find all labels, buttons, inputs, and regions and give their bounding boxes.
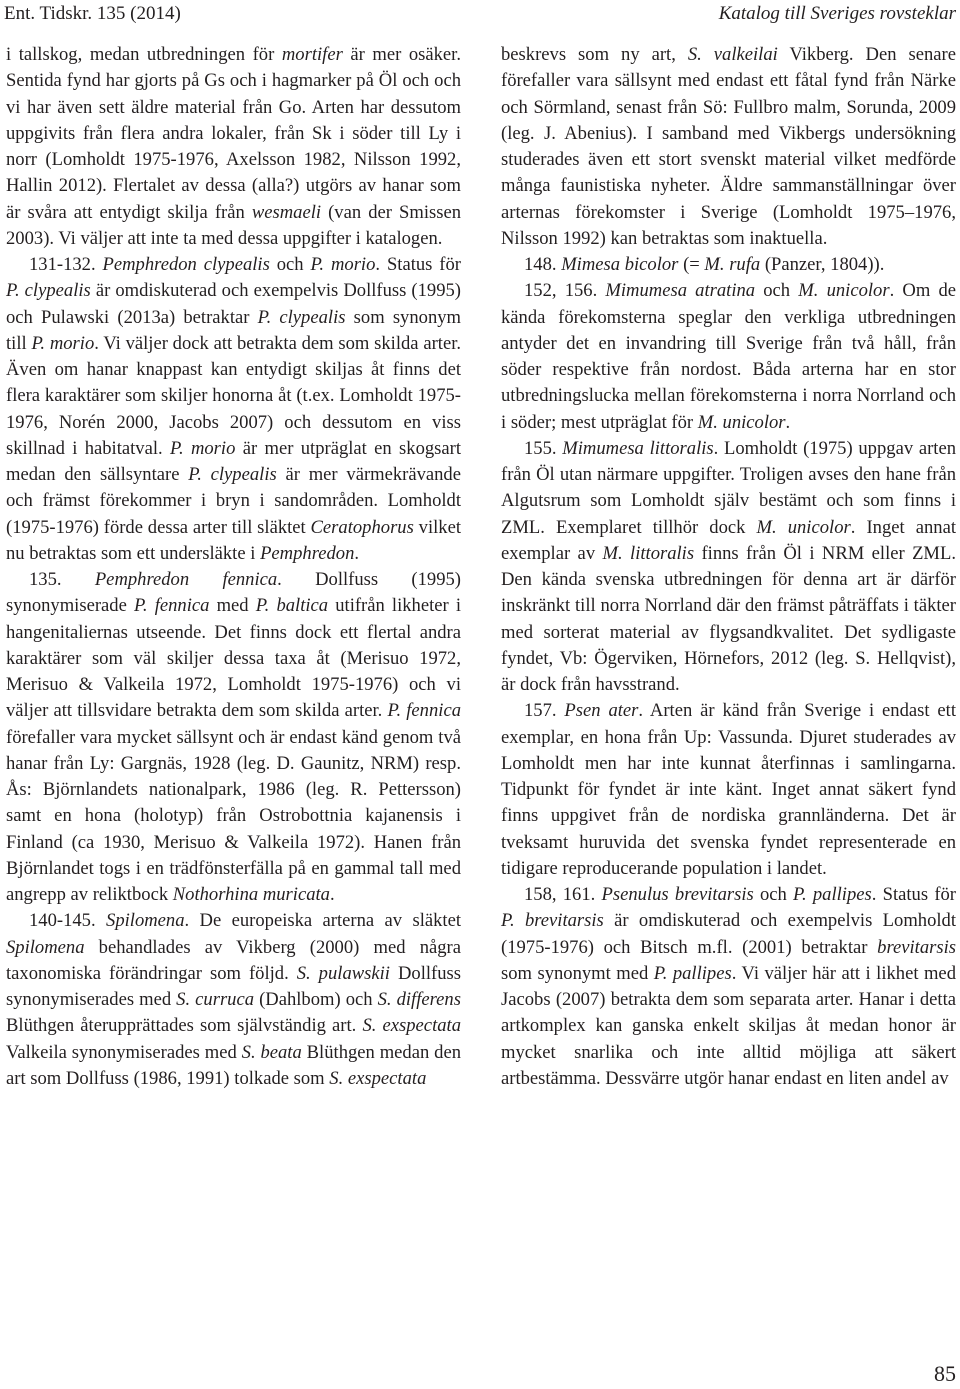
italic-taxon-text: mortifer	[281, 44, 343, 65]
text-run: . Status för	[871, 884, 956, 905]
italic-taxon-text: S. valkeilai	[687, 44, 778, 65]
italic-taxon-text: P. clypealis	[188, 464, 277, 485]
italic-taxon-text: Ceratophorus	[310, 516, 414, 538]
italic-taxon-text: S. pulawskii	[296, 962, 390, 984]
text-run: Dollfuss synonymiserades med	[6, 962, 461, 1010]
text-run: .	[329, 884, 335, 905]
text-run: beskrevs som ny art,	[501, 44, 688, 65]
text-run: vilket nu betraktas som ett undersläkte i	[6, 516, 461, 564]
paragraph	[6, 908, 461, 1092]
text-run: 152, 156.	[524, 280, 606, 302]
italic-taxon-text: P. morio	[170, 437, 236, 459]
paragraph	[501, 436, 956, 699]
text-run: .	[785, 411, 791, 433]
italic-taxon-text: P. baltica	[255, 595, 329, 617]
text-run: . Vi väljer dock att betrakta dem som skilda arter. Även om hanar knappast kan entydigt skiljas åt finns det flera karaktärer som skiljer honorna åt (t.ex. Lomholdt 1975-1976, Norén 2000, Jacobs 2007) och dessutom en viss skillnad i habitatval.	[6, 332, 462, 459]
italic-taxon-text: P. clypealis	[6, 280, 91, 302]
text-run: finns från Öl i NRM eller ZML. Den kända svenska utbredningen för denna art är därför inskränkt till norra Norrland där den främst påträffats i täkter med sorterat material av flygsandkvalitet. Det sydligaste fyndet, Vb: Ögerviken, Hörnefors, 2012 (leg. S. Hellqvist), är dock från havsstrand.	[501, 542, 956, 695]
journal-header: Ent. Tidskr. 135 (2014)	[4, 3, 181, 24]
italic-taxon-text: Nothorhina muricata	[172, 884, 330, 905]
italic-taxon-text: M. unicolor	[798, 280, 890, 302]
text-run: Valkeila synonymiserades med	[6, 1041, 242, 1063]
italic-taxon-text: P. morio	[31, 332, 95, 354]
text-run: är mer värmekrävande och främst förekommer i bryn i sandområden. Lomholdt (1975-1976) förde dessa arter till släktet	[6, 464, 461, 538]
italic-taxon-text: P. morio	[310, 254, 376, 275]
italic-taxon-text: Pemphredon fennica	[94, 569, 278, 590]
italic-taxon-text: M. unicolor	[697, 411, 786, 433]
italic-taxon-text: Mimumesa littoralis	[562, 437, 714, 459]
text-run: . Status för	[375, 254, 461, 275]
italic-taxon-text: M. rufa	[704, 254, 761, 275]
italic-taxon-text: P. pallipes	[793, 884, 872, 905]
text-run: 155.	[524, 437, 563, 459]
text-run: (=	[678, 254, 705, 275]
text-run: Vikberg. Den senare förefaller vara sällsynt med endast ett fåtal fynd från Närke och Sörmland, senast från Sö: Fullbro malm, Sorunda, 2009 (leg. J. Abenius). I samband med Vikbergs undersökning studerades även ett stort svenskt material vilket medförde många faunistiska nyheter. Äldre sammanställningar över arternas förekomster i Sverige (Lomholdt 1975–1976, Nilsson 1992) kan betraktas som inaktuella.	[501, 44, 956, 249]
italic-taxon-text: M. unicolor	[756, 516, 851, 538]
text-run: är omdiskuterad och exempelvis Dollfuss (1995) och Pulawski (2013a) betraktar	[6, 280, 462, 328]
italic-taxon-text: S. differens	[377, 989, 461, 1010]
italic-taxon-text: S. exspectata	[329, 1067, 427, 1089]
paragraph	[501, 252, 956, 278]
text-run: 148.	[524, 254, 562, 275]
page-number: 85	[934, 1361, 956, 1386]
text-run: förefaller vara mycket sällsynt och är endast känd genom två hanar från Ly: Gargnäs, 1928 (leg. D. Gaunitz, NRM) resp. Ås: Björnlandets nationalpark, 1986 (leg. R. Pettersson) samt en hona (holotyp) från Ostrobottnia kajanensis i Finland (ca 1930, Merisuo & Valkeila 1972). Hanen från Björnlandet togs i en trädfönsterfälla på en gammal tall med angrepp av reliktbock	[6, 726, 461, 905]
italic-taxon-text: brevitarsis	[877, 936, 956, 958]
italic-taxon-text: P. clypealis	[257, 306, 346, 328]
italic-taxon-text: Mimumesa atratina	[605, 280, 756, 302]
text-run: som synonym till	[6, 306, 462, 354]
italic-taxon-text: P. fennica	[387, 700, 461, 722]
italic-taxon-text: M. littoralis	[602, 542, 695, 564]
text-run: är omdiskuterad och exempelvis Lomholdt (1975-1976) och Bitsch m.fl. (2001) betraktar	[501, 910, 956, 958]
text-run: 157.	[524, 700, 565, 722]
italic-taxon-text: Pemphredon	[260, 542, 355, 564]
text-run: (Panzer, 1804)).	[760, 254, 885, 275]
text-run: Blüthgen återupprättades som självständig art.	[6, 1015, 363, 1037]
italic-taxon-text: Mimesa bicolor	[561, 254, 679, 275]
paragraph	[501, 278, 956, 436]
text-run: är mer osäker. Sentida fynd har gjorts på Gs och i hagmarker på Öl och och vi har även sett äldre material från Go. Arten har dessutom uppgivits från flera andra lokaler, från Sk i söder till Ly i norr (Lomholdt 1975-1976, Axelsson 1982, Nilsson 1992, Hallin 2012). Flertalet av dessa (alla?) utgörs av hanar som är svåra att entydigt skilja från	[6, 44, 461, 223]
text-run: 131-132.	[29, 254, 103, 275]
text-run: med	[209, 595, 256, 617]
text-run: . Dollfuss (1995) synonymiserade	[6, 569, 461, 617]
text-run: . Inget annat exemplar av	[501, 516, 957, 564]
italic-taxon-text: wesmaeli	[251, 201, 322, 223]
italic-taxon-text: P. pallipes	[653, 962, 732, 984]
right-text-column	[501, 42, 956, 1092]
text-run: (Dahlbom) och	[254, 989, 378, 1010]
text-run: .	[354, 542, 360, 564]
text-run: Blüthgen medan den art som Dollfuss (1986, 1991) tolkade som	[6, 1041, 461, 1089]
text-run: och	[755, 280, 799, 302]
paragraph	[501, 882, 956, 1092]
text-run: och	[269, 254, 311, 275]
text-run: . Arten är känd från Sverige i endast ett exemplar, en hona från Up: Vassunda. Djuret studerades av Lomholdt men har inte kunnat återfinnas i samlingarna. Tidpunkt för fyndet är inte känt. Inget annat säkert fynd finns uppgivet från de nordiska grannländerna. Det är tveksamt huruvida det svenska fyndet representerade en tidigare reproducerande population i landet.	[501, 700, 956, 879]
paragraph	[6, 567, 461, 908]
text-run: utifrån likheter i hangenitaliernas utseende. Det finns dock ett flertal andra karaktärer som väl skiljer dessa taxa åt (Merisuo 1972, Merisuo & Valkeila 1972, Lomholdt 1975-1976) och vi väljer att tillsvidare betrakta dem som skilda arter.	[6, 595, 462, 722]
text-run: är mer utpräglat en skogsart medan den sällsyntare	[6, 437, 462, 485]
italic-taxon-text: S. curruca	[176, 989, 255, 1010]
text-run: behandlades av Vikberg (2000) med några taxonomiska förändringar som följd.	[6, 936, 461, 984]
italic-taxon-text: Spilomena	[6, 936, 85, 958]
italic-taxon-text: Psen ater	[564, 700, 639, 722]
italic-taxon-text: P. fennica	[133, 595, 210, 617]
text-run: 135.	[29, 569, 95, 590]
italic-taxon-text: P. brevitarsis	[501, 910, 604, 932]
text-run: 158, 161.	[524, 884, 602, 905]
italic-taxon-text: Pemphredon clypealis	[102, 254, 270, 275]
left-text-column	[6, 42, 461, 1092]
paragraph	[501, 42, 956, 252]
paragraph	[6, 252, 461, 567]
text-run: . Lomholdt (1975) uppgav arten från Öl utan närmare uppgifter. Troligen avses den hane från Algutsrum som Lomholdt själv bestämt och som finns i ZML. Exemplaret tillhör dock	[501, 437, 956, 538]
italic-taxon-text: S. beata	[241, 1041, 302, 1063]
italic-taxon-text: S. exspectata	[362, 1015, 461, 1037]
italic-taxon-text: Spilomena	[106, 910, 185, 932]
italic-taxon-text: Psenulus brevitarsis	[601, 884, 754, 905]
text-run: (van der Smissen 2003). Vi väljer att inte ta med dessa uppgifter i katalogen.	[6, 201, 462, 249]
text-run: . Om de kända förekomsterna speglar den verkliga utbredningen antyder det en invandring till Sverige från två håll, från söder respektive från nordost. Båda arterna har en stor utbredningslucka mellan förekomsterna i norra Norrland och i söder; mest utpräglat för	[501, 280, 956, 433]
text-run: . De europeiska arterna av släktet	[184, 910, 461, 932]
text-run: och	[753, 884, 794, 905]
paragraph	[6, 42, 461, 252]
paragraph	[501, 698, 956, 882]
text-run: i tallskog, medan utbredningen för	[6, 44, 282, 65]
text-run: . Vi väljer här att i likhet med Jacobs (2007) betrakta dem som separata arter. Hanar i detta artkomplex kan ganska enkelt skiljas åt medan honor är mycket snarlika och inte alltid möjliga att säkert artbestämma. Dessvärre utgör hanar endast en liten andel av	[501, 962, 956, 1089]
text-run: 140-145.	[29, 910, 107, 932]
text-run: som synonymt med	[501, 962, 654, 984]
article-title-header: Katalog till Sveriges rovsteklar	[718, 3, 956, 24]
